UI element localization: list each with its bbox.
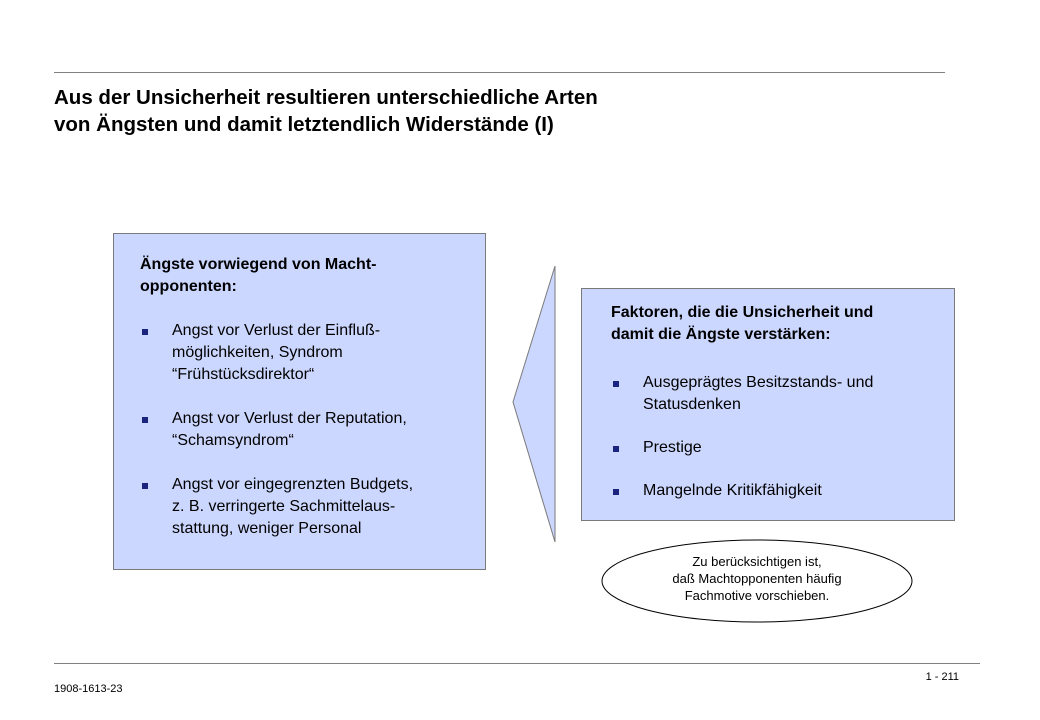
note-line: Fachmotive vorschieben.: [684, 588, 830, 603]
bottom-rule: [54, 663, 980, 664]
title-line-1: Aus der Unsicherheit resultieren unterschiedliche Arten: [54, 86, 598, 109]
right-box-heading-line: damit die Ängste verstärken:: [611, 326, 831, 343]
bullet-square-icon: [142, 417, 148, 423]
list-item: [140, 408, 480, 452]
page-title: [54, 84, 954, 138]
list-item-line: “Frühstücksdirektor“: [172, 366, 315, 383]
list-item: [611, 372, 946, 416]
list-item-line: Ausgeprägtes Besitzstands- und: [643, 374, 874, 391]
list-item-line: Angst vor Verlust der Einfluß-: [172, 322, 381, 339]
note-text: [601, 553, 913, 604]
list-item: [140, 474, 480, 540]
title-line-2: von Ängsten und damit letztendlich Widerstände (I): [54, 113, 554, 136]
left-pointing-arrow-icon: [512, 266, 560, 542]
list-item-line: möglichkeiten, Syndrom: [172, 344, 343, 361]
list-item-line: Mangelnde Kritikfähigkeit: [643, 482, 822, 499]
list-item-line: Prestige: [643, 439, 702, 456]
note-line: Zu berücksichtigen ist,: [692, 554, 822, 569]
note-line: daß Machtopponenten häufig: [672, 571, 842, 586]
left-box-heading: [140, 254, 470, 298]
document-id: 1908-1613-23: [54, 683, 123, 695]
bullet-square-icon: [142, 483, 148, 489]
top-rule: [54, 72, 945, 73]
page-number: 1 - 211: [925, 671, 959, 683]
bullet-square-icon: [613, 381, 619, 387]
list-item-line: “Schamsyndrom“: [172, 432, 294, 449]
list-item-line: z. B. verringerte Sachmittelaus-: [172, 498, 396, 515]
list-item: [611, 480, 946, 502]
right-box-heading-line: Faktoren, die die Unsicherheit und: [611, 304, 874, 321]
left-box-heading-line: opponenten:: [140, 278, 237, 295]
list-item-line: Angst vor Verlust der Reputation,: [172, 410, 407, 427]
bullet-square-icon: [142, 329, 148, 335]
right-box-heading: [611, 302, 946, 346]
list-item-line: stattung, weniger Personal: [172, 520, 362, 537]
left-box: [113, 233, 486, 570]
left-box-list: [140, 320, 480, 562]
list-item-line: Statusdenken: [643, 396, 741, 413]
bullet-square-icon: [613, 489, 619, 495]
right-box-list: [611, 372, 946, 523]
bullet-square-icon: [613, 446, 619, 452]
right-box: [581, 288, 955, 521]
left-box-heading-line: Ängste vorwiegend von Macht-: [140, 256, 377, 273]
list-item: [140, 320, 480, 386]
list-item-line: Angst vor eingegrenzten Budgets,: [172, 476, 414, 493]
list-item: [611, 437, 946, 459]
